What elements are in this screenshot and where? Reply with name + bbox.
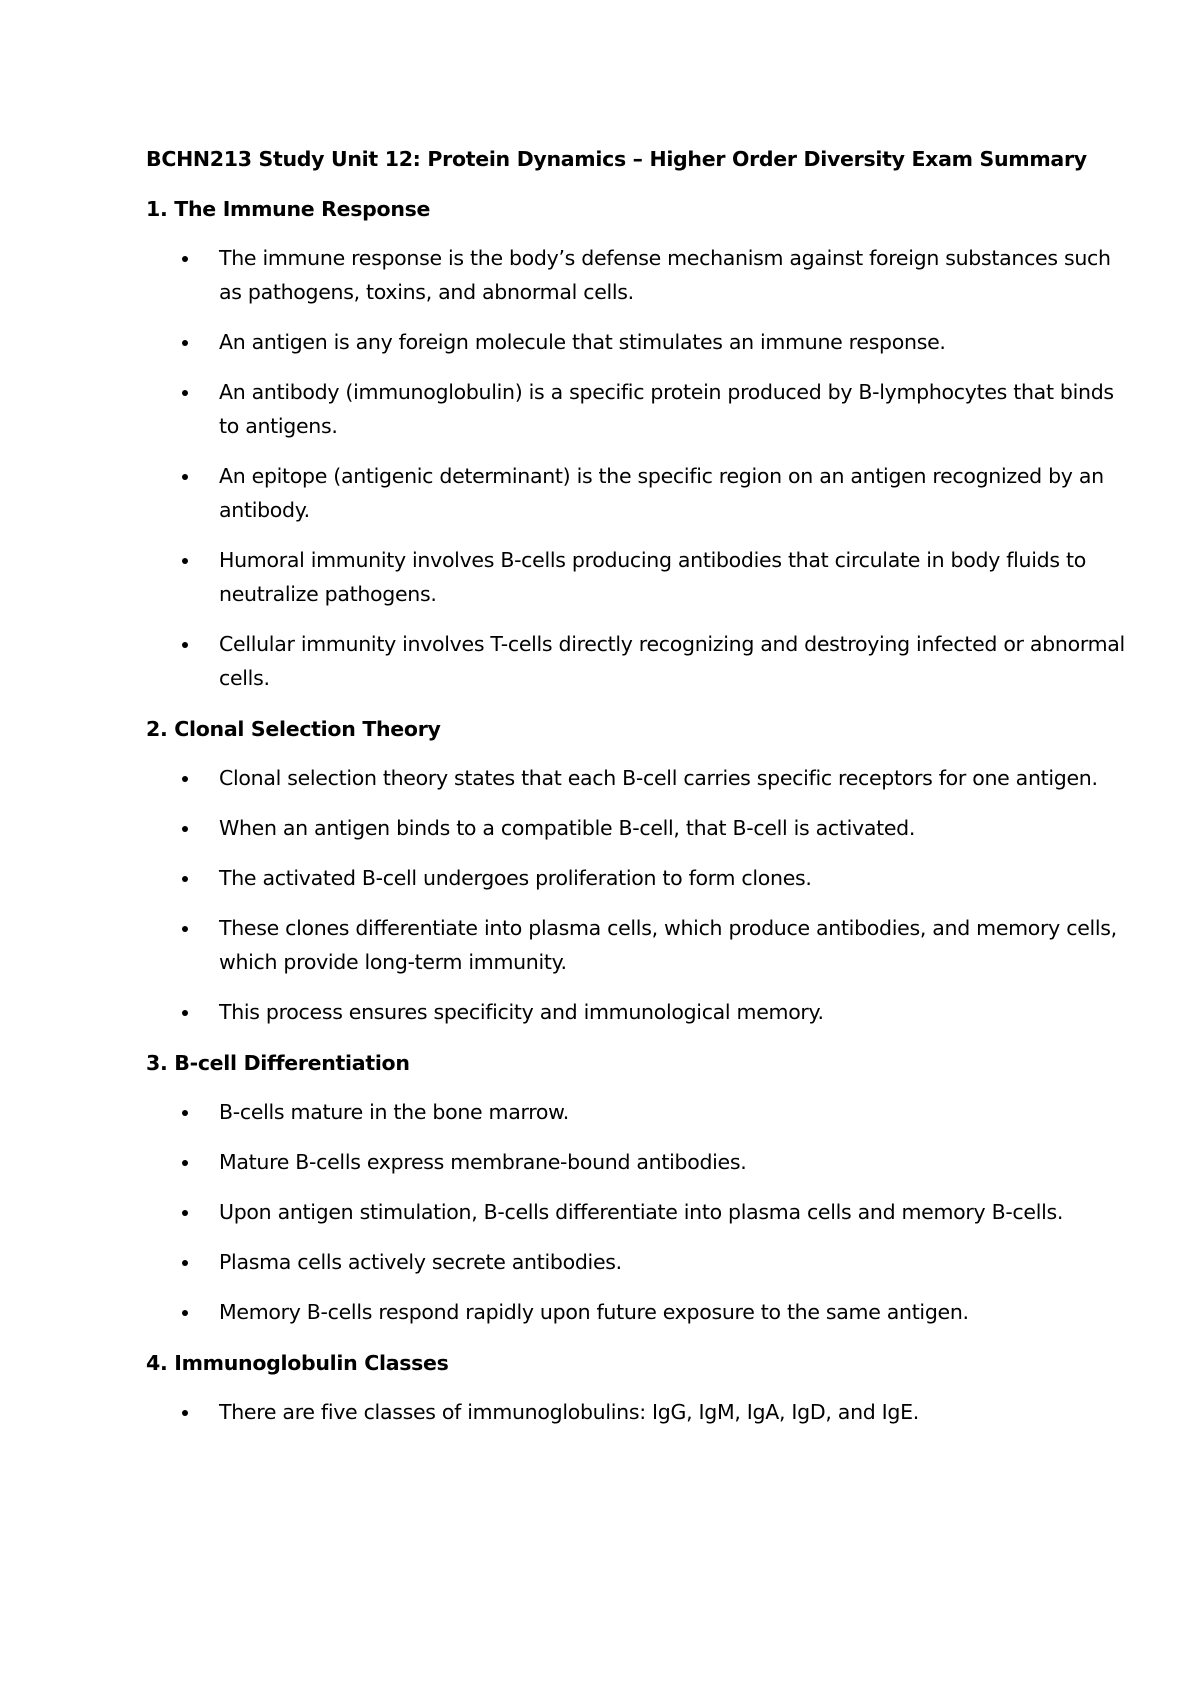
list-item [146, 761, 1136, 795]
list-item [146, 241, 1136, 309]
bullet-icon [182, 256, 188, 262]
bullet-list [146, 1095, 1080, 1329]
bullet-icon [182, 1260, 188, 1266]
list-item-text: There are five classes of immunoglobulins: IgG, IgM, IgA, IgD, and IgE. [219, 1400, 920, 1424]
section-heading: 4. Immunoglobulin Classes [146, 1351, 449, 1375]
bullet-icon [182, 776, 188, 782]
list-item-text: Humoral immunity involves B-cells producing antibodies that circulate in body fluids to neutralize pathogens. [219, 548, 1086, 606]
list-item [146, 811, 1136, 845]
list-item [146, 543, 1136, 611]
bullet-list [146, 241, 1125, 695]
section-immunoglobulin-classes [146, 1349, 1080, 1429]
list-item-text: Upon antigen stimulation, B-cells differentiate into plasma cells and memory B-cells. [219, 1200, 1064, 1224]
section-heading: 1. The Immune Response [146, 197, 431, 221]
list-item-text: An epitope (antigenic determinant) is the specific region on an antigen recognized by an antibody. [219, 464, 1104, 522]
list-item [146, 627, 1136, 695]
list-item [146, 325, 1136, 359]
list-item-text: The activated B-cell undergoes proliferation to form clones. [219, 866, 812, 890]
list-item [146, 861, 1136, 895]
bullet-list [146, 1395, 1080, 1429]
bullet-icon [182, 1110, 188, 1116]
list-item [146, 375, 1136, 443]
list-item [146, 1245, 1136, 1279]
section-heading: 3. B-cell Differentiation [146, 1051, 410, 1075]
section-heading: 2. Clonal Selection Theory [146, 717, 441, 741]
list-item-text: Memory B-cells respond rapidly upon future exposure to the same antigen. [219, 1300, 969, 1324]
bullet-icon [182, 474, 188, 480]
list-item [146, 995, 1136, 1029]
bullet-icon [182, 558, 188, 564]
bullet-icon [182, 340, 188, 346]
list-item-text: The immune response is the body’s defense mechanism against foreign substances such as pathogens, toxins, and abnormal cells. [219, 246, 1111, 304]
list-item [146, 1195, 1136, 1229]
list-item-text: Clonal selection theory states that each B-cell carries specific receptors for one antigen. [219, 766, 1098, 790]
section-b-cell-differentiation [146, 1049, 1080, 1329]
list-item-text: An antigen is any foreign molecule that stimulates an immune response. [219, 330, 946, 354]
list-item-text: These clones differentiate into plasma cells, which produce antibodies, and memory cells, which provide long-term immunity. [219, 916, 1117, 974]
list-item-text: This process ensures specificity and immunological memory. [219, 1000, 824, 1024]
section-immune-response [146, 195, 1125, 695]
bullet-icon [182, 1410, 188, 1416]
list-item-text: B-cells mature in the bone marrow. [219, 1100, 569, 1124]
document-title: BCHN213 Study Unit 12: Protein Dynamics – Higher Order Diversity Exam Summary [146, 147, 1087, 171]
bullet-icon [182, 642, 188, 648]
list-item-text: Cellular immunity involves T-cells directly recognizing and destroying infected or abnormal cells. [219, 632, 1125, 690]
bullet-icon [182, 1160, 188, 1166]
list-item [146, 1295, 1136, 1329]
list-item-text: Plasma cells actively secrete antibodies. [219, 1250, 622, 1274]
section-clonal-selection [146, 715, 1117, 1029]
bullet-icon [182, 826, 188, 832]
list-item-text: Mature B-cells express membrane-bound antibodies. [219, 1150, 747, 1174]
bullet-list [146, 761, 1117, 1029]
list-item-text: An antibody (immunoglobulin) is a specific protein produced by B-lymphocytes that binds to antigens. [219, 380, 1114, 438]
bullet-icon [182, 1010, 188, 1016]
list-item [146, 1395, 1136, 1429]
list-item-text: When an antigen binds to a compatible B-cell, that B-cell is activated. [219, 816, 916, 840]
list-item [146, 1145, 1136, 1179]
list-item [146, 911, 1136, 979]
bullet-icon [182, 390, 188, 396]
list-item [146, 459, 1136, 527]
list-item [146, 1095, 1136, 1129]
bullet-icon [182, 1210, 188, 1216]
bullet-icon [182, 926, 188, 932]
bullet-icon [182, 876, 188, 882]
bullet-icon [182, 1310, 188, 1316]
